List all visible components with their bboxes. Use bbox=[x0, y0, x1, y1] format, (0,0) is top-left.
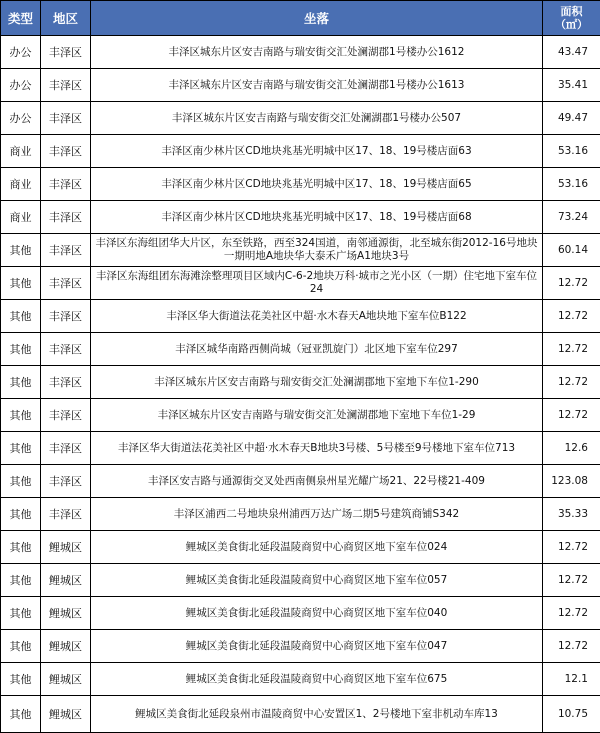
cell-district: 丰泽区 bbox=[41, 498, 91, 531]
cell-area: 12.6 bbox=[543, 432, 600, 465]
cell-address: 丰泽区城东片区安吉南路与瑞安街交汇处澜湖郡1号楼办公1613 bbox=[91, 69, 543, 102]
table-row bbox=[1, 696, 600, 733]
header-type: 类型 bbox=[1, 1, 41, 36]
cell-area: 10.75 bbox=[543, 696, 600, 733]
cell-address: 丰泽区城东片区安吉南路与瑞安街交汇处澜湖郡1号楼办公1612 bbox=[91, 36, 543, 69]
cell-type: 其他 bbox=[1, 597, 41, 630]
cell-type: 办公 bbox=[1, 36, 41, 69]
cell-district: 鲤城区 bbox=[41, 630, 91, 663]
cell-type: 办公 bbox=[1, 102, 41, 135]
cell-district: 丰泽区 bbox=[41, 267, 91, 300]
cell-type: 其他 bbox=[1, 234, 41, 267]
cell-district: 丰泽区 bbox=[41, 102, 91, 135]
cell-area: 53.16 bbox=[543, 168, 600, 201]
table-row bbox=[1, 69, 600, 102]
cell-type: 商业 bbox=[1, 135, 41, 168]
table-row bbox=[1, 201, 600, 234]
cell-address: 丰泽区城东片区安吉南路与瑞安街交汇处澜湖郡1号楼办公507 bbox=[91, 102, 543, 135]
cell-type: 办公 bbox=[1, 69, 41, 102]
cell-area: 73.24 bbox=[543, 201, 600, 234]
cell-address: 丰泽区东海组团华大片区，东至铁路，西至324国道，南邻通源街，北至城东街2012-16号地块一期明地A地块华大泰禾广场A1地块3号 bbox=[91, 234, 543, 267]
cell-district: 丰泽区 bbox=[41, 300, 91, 333]
cell-area: 12.72 bbox=[543, 267, 600, 300]
cell-type: 其他 bbox=[1, 696, 41, 733]
cell-district: 丰泽区 bbox=[41, 432, 91, 465]
table-row bbox=[1, 168, 600, 201]
cell-area: 12.1 bbox=[543, 663, 600, 696]
cell-area: 12.72 bbox=[543, 630, 600, 663]
cell-address: 丰泽区城东片区安吉南路与瑞安街交汇处澜湖郡地下室地下车位1-290 bbox=[91, 366, 543, 399]
table-row bbox=[1, 597, 600, 630]
cell-type: 其他 bbox=[1, 399, 41, 432]
header-district: 地区 bbox=[41, 1, 91, 36]
cell-type: 其他 bbox=[1, 267, 41, 300]
cell-area: 60.14 bbox=[543, 234, 600, 267]
cell-address: 丰泽区浦西二号地块泉州浦西万达广场二期5号建筑商铺S342 bbox=[91, 498, 543, 531]
cell-area: 53.16 bbox=[543, 135, 600, 168]
cell-address: 鲤城区美食街北延段温陵商贸中心商贸区地下室车位675 bbox=[91, 663, 543, 696]
cell-district: 丰泽区 bbox=[41, 234, 91, 267]
cell-area: 12.72 bbox=[543, 597, 600, 630]
cell-address: 丰泽区城华南路西侧尚城（冠亚凯旋门）北区地下室车位297 bbox=[91, 333, 543, 366]
cell-address: 丰泽区安吉路与通源街交叉处西南侧泉州星光耀广场21、22号楼21-409 bbox=[91, 465, 543, 498]
table-row bbox=[1, 102, 600, 135]
cell-type: 其他 bbox=[1, 498, 41, 531]
cell-address: 鲤城区美食街北延段温陵商贸中心商贸区地下室车位024 bbox=[91, 531, 543, 564]
cell-district: 鲤城区 bbox=[41, 564, 91, 597]
cell-type: 其他 bbox=[1, 465, 41, 498]
cell-type: 商业 bbox=[1, 201, 41, 234]
cell-district: 鲤城区 bbox=[41, 597, 91, 630]
cell-address: 丰泽区华大街道法花美社区中超·水木春天B地块3号楼、5号楼至9号楼地下室车位713 bbox=[91, 432, 543, 465]
cell-district: 鲤城区 bbox=[41, 696, 91, 733]
cell-district: 丰泽区 bbox=[41, 135, 91, 168]
cell-type: 其他 bbox=[1, 333, 41, 366]
table-row bbox=[1, 564, 600, 597]
cell-area: 12.72 bbox=[543, 399, 600, 432]
table-row bbox=[1, 465, 600, 498]
cell-address: 丰泽区华大街道法花美社区中超·水木春天A地块地下室车位B122 bbox=[91, 300, 543, 333]
cell-district: 鲤城区 bbox=[41, 531, 91, 564]
header-area-unit: （㎡） bbox=[555, 18, 588, 31]
cell-area: 12.72 bbox=[543, 564, 600, 597]
cell-area: 12.72 bbox=[543, 333, 600, 366]
table-row bbox=[1, 135, 600, 168]
cell-district: 鲤城区 bbox=[41, 663, 91, 696]
table-header-row bbox=[1, 1, 600, 36]
table-row bbox=[1, 630, 600, 663]
table-row bbox=[1, 333, 600, 366]
cell-district: 丰泽区 bbox=[41, 465, 91, 498]
cell-area: 49.47 bbox=[543, 102, 600, 135]
cell-address: 丰泽区南少林片区CD地块兆基光明城中区17、18、19号楼店面65 bbox=[91, 168, 543, 201]
cell-area: 12.72 bbox=[543, 366, 600, 399]
cell-district: 丰泽区 bbox=[41, 366, 91, 399]
cell-type: 其他 bbox=[1, 432, 41, 465]
cell-district: 丰泽区 bbox=[41, 36, 91, 69]
cell-type: 其他 bbox=[1, 630, 41, 663]
cell-address: 丰泽区南少林片区CD地块兆基光明城中区17、18、19号楼店面68 bbox=[91, 201, 543, 234]
table-row bbox=[1, 531, 600, 564]
cell-district: 丰泽区 bbox=[41, 168, 91, 201]
table-row bbox=[1, 234, 600, 267]
table-row bbox=[1, 36, 600, 69]
cell-address: 丰泽区城东片区安吉南路与瑞安街交汇处澜湖郡地下室地下车位1-29 bbox=[91, 399, 543, 432]
header-area-label: 面积 bbox=[561, 5, 583, 18]
cell-type: 其他 bbox=[1, 663, 41, 696]
cell-district: 丰泽区 bbox=[41, 201, 91, 234]
cell-address: 鲤城区美食街北延段泉州市温陵商贸中心安置区1、2号楼地下室非机动车库13 bbox=[91, 696, 543, 733]
cell-address: 丰泽区东海组团东海滩涂整理项目区域内C-6-2地块万科·城市之光小区（一期）住宅地下室车位 24 bbox=[91, 267, 543, 300]
cell-district: 丰泽区 bbox=[41, 69, 91, 102]
table-row bbox=[1, 399, 600, 432]
cell-area: 43.47 bbox=[543, 36, 600, 69]
cell-area: 35.41 bbox=[543, 69, 600, 102]
cell-district: 丰泽区 bbox=[41, 399, 91, 432]
table-row bbox=[1, 498, 600, 531]
cell-area: 12.72 bbox=[543, 531, 600, 564]
cell-address: 鲤城区美食街北延段温陵商贸中心商贸区地下室车位057 bbox=[91, 564, 543, 597]
cell-type: 商业 bbox=[1, 168, 41, 201]
cell-type: 其他 bbox=[1, 531, 41, 564]
table-row bbox=[1, 366, 600, 399]
table-row bbox=[1, 432, 600, 465]
table-row bbox=[1, 663, 600, 696]
cell-address: 丰泽区南少林片区CD地块兆基光明城中区17、18、19号楼店面63 bbox=[91, 135, 543, 168]
cell-area: 12.72 bbox=[543, 300, 600, 333]
header-address: 坐落 bbox=[91, 1, 543, 36]
cell-type: 其他 bbox=[1, 300, 41, 333]
cell-address: 鲤城区美食街北延段温陵商贸中心商贸区地下室车位040 bbox=[91, 597, 543, 630]
cell-area: 35.33 bbox=[543, 498, 600, 531]
table-row bbox=[1, 267, 600, 300]
cell-district: 丰泽区 bbox=[41, 333, 91, 366]
table-row bbox=[1, 300, 600, 333]
cell-area: 123.08 bbox=[543, 465, 600, 498]
cell-type: 其他 bbox=[1, 366, 41, 399]
cell-type: 其他 bbox=[1, 564, 41, 597]
header-area bbox=[543, 1, 600, 36]
cell-address: 鲤城区美食街北延段温陵商贸中心商贸区地下室车位047 bbox=[91, 630, 543, 663]
